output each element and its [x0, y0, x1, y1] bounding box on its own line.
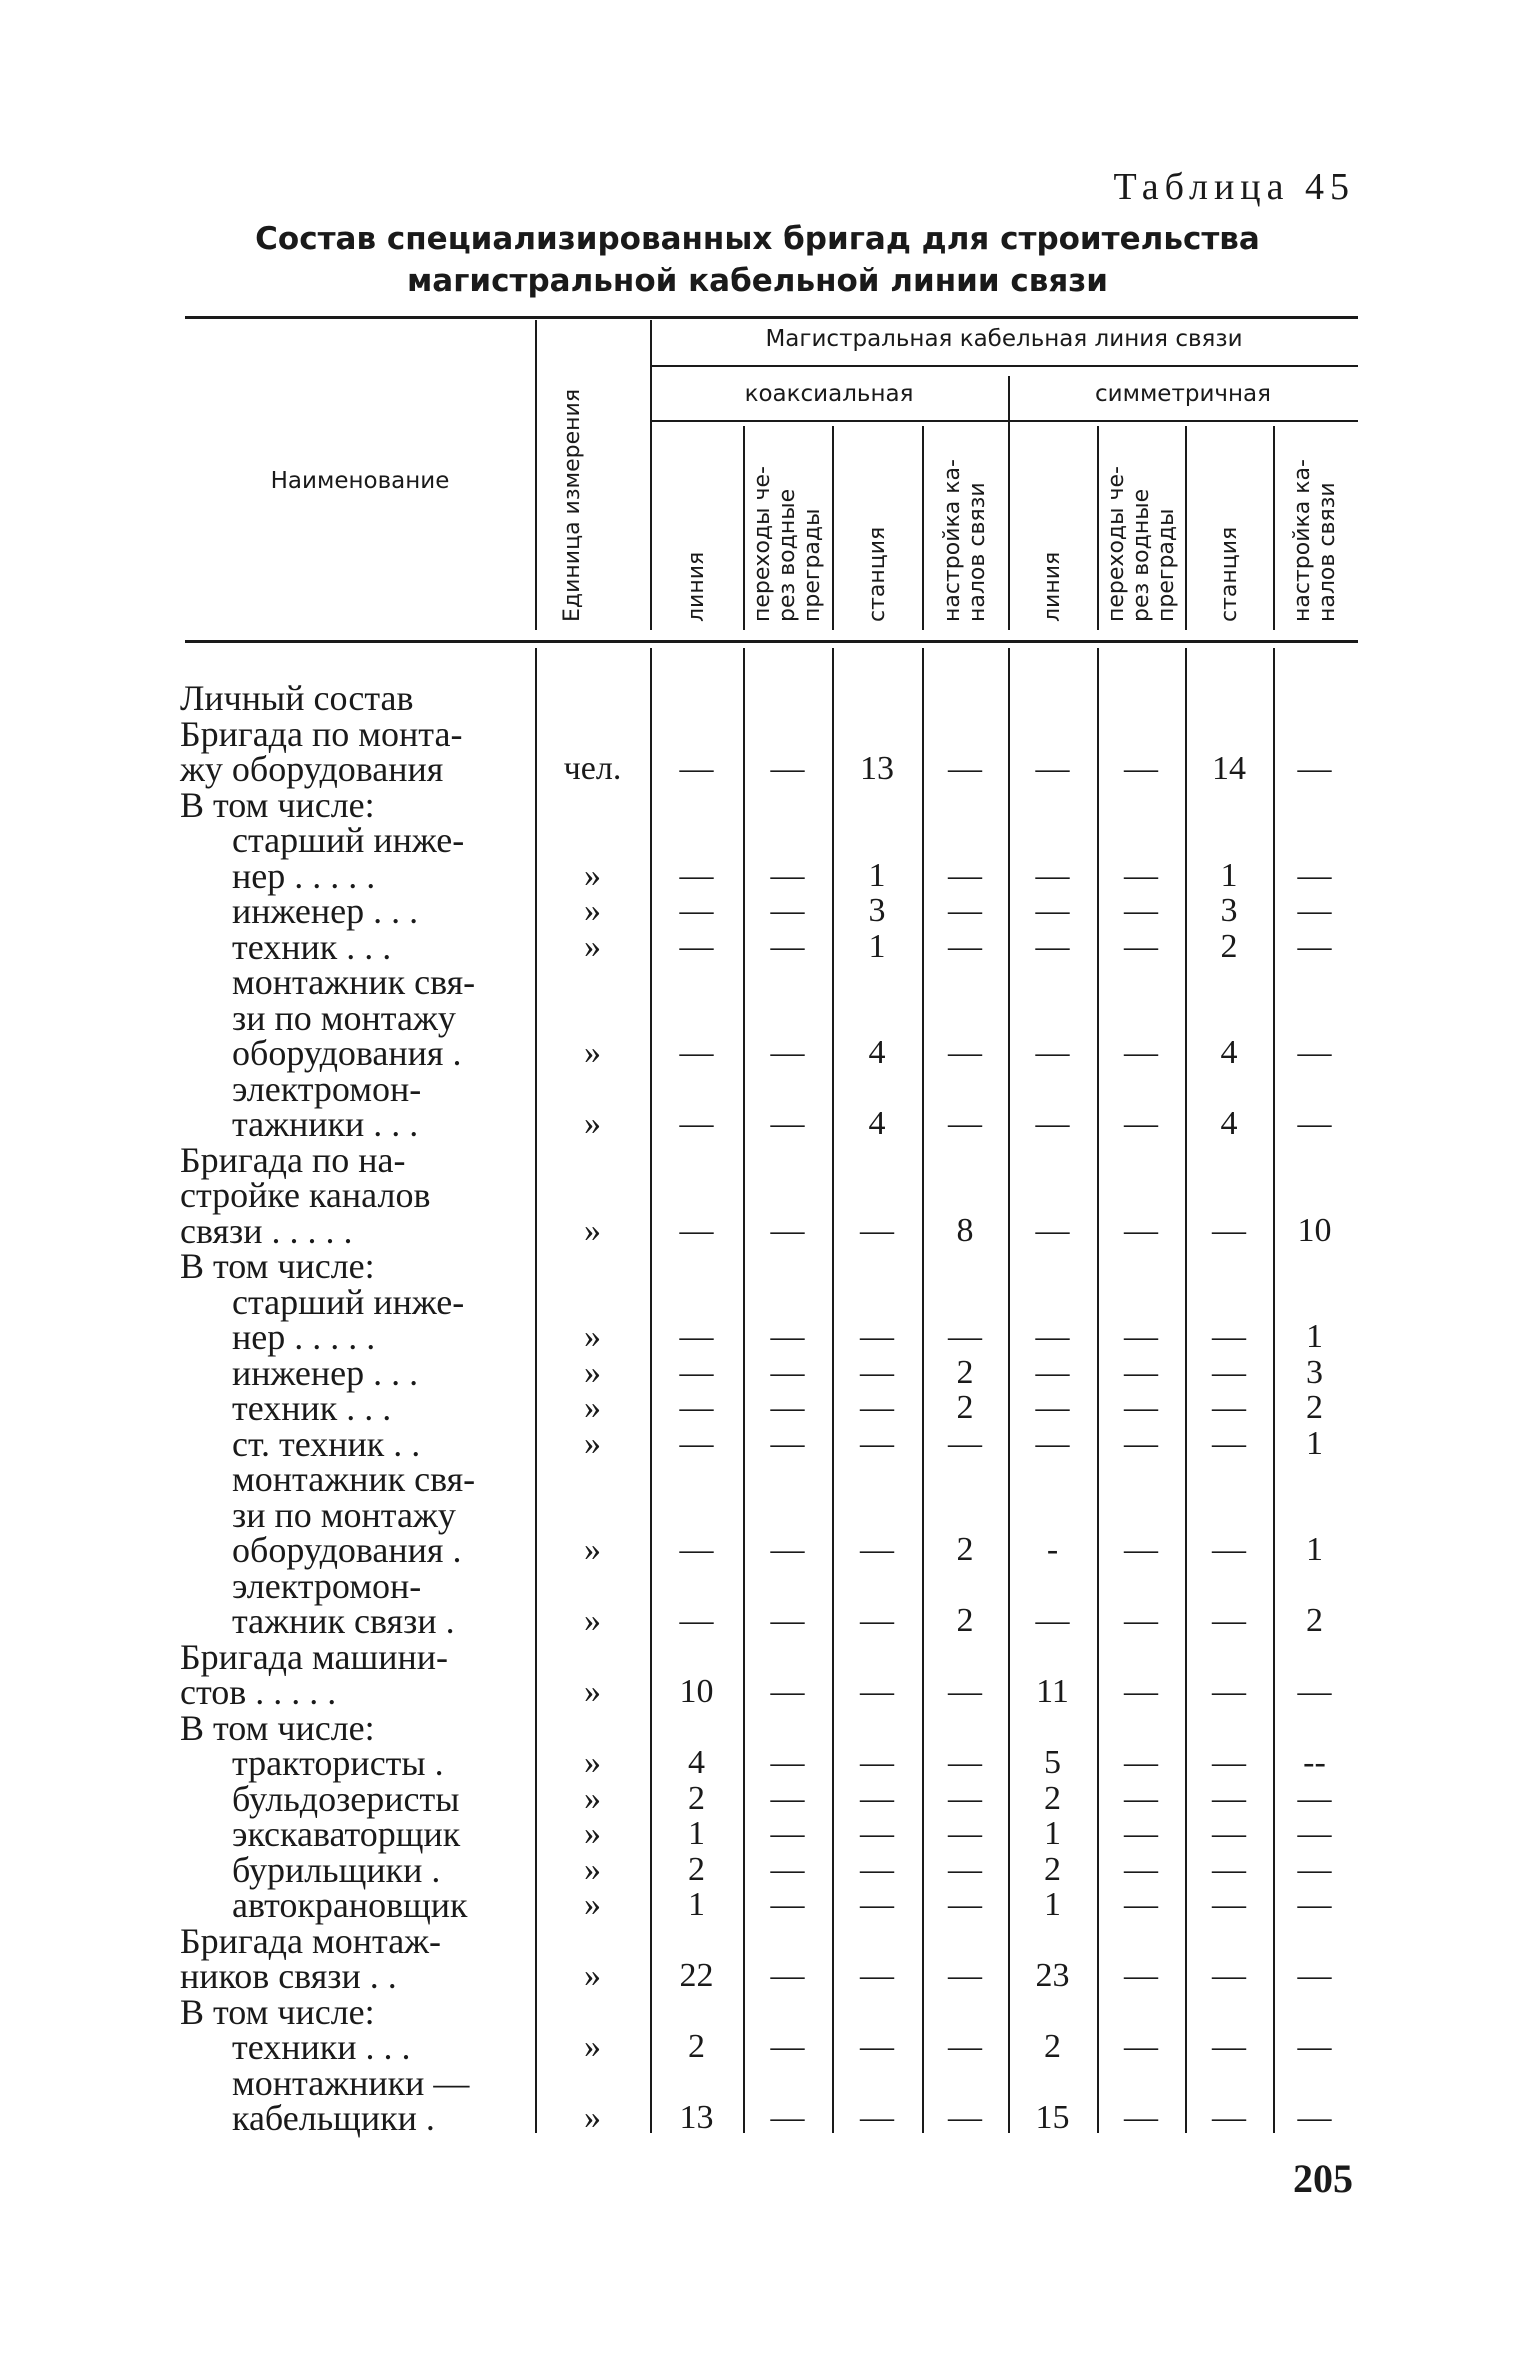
row-25-value-4: 2	[1044, 2028, 1061, 2065]
header-vrule-col-2	[832, 426, 834, 630]
row-22-value-2: —	[860, 1886, 894, 1923]
row-21-unit: »	[584, 1850, 601, 1888]
row-13-value-3: —	[948, 1424, 982, 1462]
row-14-value-7: 1	[1306, 1531, 1323, 1568]
row-5-value-2: 1	[868, 927, 886, 965]
header-name: Наименование	[270, 468, 450, 494]
row-26-value-1: —	[770, 2099, 805, 2136]
row-19-value-0: 2	[688, 1779, 705, 1817]
header-col-3	[940, 459, 990, 622]
row-5-unit: »	[584, 927, 601, 965]
row-15-label-line-0: электромон-	[232, 1565, 422, 1606]
row-25-value-3: —	[948, 2028, 982, 2065]
row-22-label-line-0: автокрановщик	[232, 1885, 468, 1925]
header-group: Магистральная кабельная линия связи	[765, 326, 1243, 352]
row-18-value-6: —	[1212, 1744, 1246, 1781]
row-19-value-1: —	[770, 1779, 805, 1817]
subgroup-rule	[650, 420, 1358, 422]
row-4-label-line-0: инженер . . .	[232, 891, 419, 931]
row-12-value-0: —	[679, 1389, 714, 1426]
title-line-1: Состав специализированных бригад для строительства	[255, 221, 1260, 257]
header-vrule-group	[650, 320, 652, 630]
header-col-5	[1104, 466, 1179, 622]
header-col-1-line-0: переходы че-	[750, 466, 775, 622]
row-8-label-line-1: стройке каналов	[180, 1175, 431, 1215]
row-20-value-6: —	[1212, 1815, 1246, 1852]
row-11-label-line-0: инженер . . .	[232, 1352, 419, 1393]
row-23-value-4: 23	[1035, 1957, 1070, 1994]
row-7-value-5: —	[1124, 1105, 1158, 1142]
row-1-value-4: —	[1035, 750, 1070, 787]
row-14-label-line-1: зи по монтажу	[232, 1494, 456, 1535]
header-vrule-col-5	[1097, 426, 1099, 630]
row-23-value-6: —	[1212, 1957, 1246, 1994]
row-22-value-4: 1	[1044, 1886, 1061, 1923]
row-22-value-6: —	[1212, 1886, 1246, 1923]
row-4-value-1: —	[770, 892, 805, 929]
row-11-value-3: 2	[956, 1353, 974, 1391]
row-12-label-line-0: техник . . .	[232, 1388, 392, 1428]
row-12-value-3: 2	[956, 1389, 974, 1426]
row-21-value-4: 2	[1044, 1850, 1061, 1888]
row-18-value-3: —	[948, 1744, 982, 1781]
row-5-value-1: —	[770, 927, 805, 965]
row-20-value-0: 1	[688, 1815, 705, 1852]
row-19-value-7: —	[1297, 1779, 1332, 1817]
row-1-value-3: —	[948, 750, 982, 787]
row-25-value-1: —	[770, 2028, 805, 2065]
row-6-value-6: 4	[1220, 1034, 1238, 1071]
row-21-value-5: —	[1124, 1850, 1158, 1888]
row-5-value-0: —	[679, 927, 714, 965]
row-20-value-4: 1	[1044, 1815, 1061, 1852]
row-6-value-2: 4	[868, 1034, 886, 1071]
row-26-value-3: —	[948, 2099, 982, 2136]
row-3-value-6: 1	[1220, 856, 1238, 894]
row-11-value-6: —	[1212, 1353, 1246, 1391]
row-18-value-0: 4	[688, 1744, 705, 1781]
row-7-value-3: —	[948, 1105, 982, 1142]
row-26-value-0: 13	[679, 2099, 714, 2136]
row-3-unit: »	[584, 856, 601, 894]
row-6-label-line-1: зи по монтажу	[232, 997, 456, 1038]
row-8-unit: »	[584, 1211, 601, 1249]
header-col-6	[1217, 527, 1242, 622]
row-14-value-2: —	[860, 1531, 894, 1568]
row-5-value-6: 2	[1220, 927, 1238, 965]
row-16-unit: »	[584, 1673, 601, 1710]
row-3-value-7: —	[1297, 856, 1332, 894]
row-12-value-2: —	[860, 1389, 894, 1426]
row-15-value-3: 2	[956, 1602, 974, 1639]
row-25-value-5: —	[1124, 2028, 1158, 2065]
row-14-unit: »	[584, 1531, 601, 1568]
header-col-5-line-1: рез водные	[1128, 488, 1154, 622]
row-3-label-line-1: нер . . . . .	[232, 855, 376, 896]
row-4-value-3: —	[948, 892, 982, 929]
row-23-unit: »	[584, 1957, 601, 1994]
header-vrule-col-1	[743, 426, 745, 630]
row-9-label-line-0: В том числе:	[180, 1246, 375, 1286]
row-18-value-2: —	[860, 1744, 894, 1781]
row-4-value-5: —	[1124, 892, 1158, 929]
row-1-value-1: —	[770, 750, 805, 787]
row-16-label-line-1: стов . . . . .	[180, 1672, 337, 1712]
row-14-value-3: 2	[956, 1531, 974, 1568]
page-number: 205	[1293, 2156, 1353, 2201]
row-10-unit: »	[584, 1318, 601, 1355]
row-15-value-6: —	[1212, 1602, 1246, 1639]
header-vrule-unit	[535, 320, 537, 630]
row-11-value-1: —	[770, 1353, 805, 1391]
row-20-value-3: —	[948, 1815, 982, 1852]
header-symmetric: симметричная	[1095, 381, 1271, 407]
row-11-unit: »	[584, 1353, 601, 1391]
header-unit: Единица измерения	[560, 388, 585, 622]
row-7-value-1: —	[770, 1105, 805, 1142]
row-14-value-4: -	[1046, 1531, 1059, 1568]
row-20-value-7: —	[1297, 1815, 1332, 1852]
row-10-value-3: —	[948, 1318, 982, 1355]
row-12-value-1: —	[770, 1389, 805, 1426]
row-20-unit: »	[584, 1815, 601, 1852]
row-8-value-7: 10	[1297, 1211, 1332, 1249]
row-12-unit: »	[584, 1389, 601, 1426]
row-16-value-4: 11	[1036, 1673, 1069, 1710]
header-col-4	[1040, 552, 1065, 622]
row-26-value-5: —	[1124, 2099, 1158, 2136]
row-6-value-3: —	[948, 1034, 982, 1071]
header-col-0	[684, 552, 709, 622]
row-18-value-7: --	[1303, 1744, 1326, 1781]
row-5-value-7: —	[1297, 927, 1332, 965]
header-col-2	[865, 527, 890, 622]
row-21-value-3: —	[948, 1850, 982, 1888]
row-21-label-line-0: бурильщики .	[232, 1849, 441, 1890]
row-10-value-4: —	[1035, 1318, 1070, 1355]
header-vrule-col-7	[1273, 426, 1275, 630]
row-23-value-3: —	[948, 1957, 982, 1994]
row-1-label-line-0: Бригада по монта-	[180, 713, 463, 754]
row-3-value-4: —	[1035, 856, 1070, 894]
row-13-unit: »	[584, 1424, 601, 1462]
row-26-value-6: —	[1212, 2099, 1246, 2136]
row-11-value-4: —	[1035, 1353, 1070, 1391]
row-3-value-1: —	[770, 856, 805, 894]
row-15-value-1: —	[770, 1602, 805, 1639]
row-14-label-line-0: монтажник свя-	[232, 1459, 476, 1499]
row-16-label-line-0: Бригада машини-	[180, 1636, 448, 1677]
row-16-value-1: —	[770, 1673, 805, 1710]
header-col-4-line-0: линия	[1040, 551, 1065, 622]
row-15-value-5: —	[1124, 1602, 1158, 1639]
row-4-value-6: 3	[1220, 892, 1238, 929]
row-21-value-6: —	[1212, 1850, 1246, 1888]
row-15-value-7: 2	[1306, 1602, 1323, 1639]
row-7-value-0: —	[679, 1105, 714, 1142]
row-8-label-line-2: связи . . . . .	[180, 1210, 353, 1251]
row-11-value-2: —	[860, 1353, 894, 1391]
row-12-value-5: —	[1124, 1389, 1158, 1426]
row-10-value-1: —	[770, 1318, 805, 1355]
header-col-6-line-0: станция	[1216, 526, 1242, 622]
row-6-value-5: —	[1124, 1034, 1158, 1071]
row-7-value-2: 4	[868, 1105, 886, 1142]
row-20-value-5: —	[1124, 1815, 1158, 1852]
row-19-value-2: —	[860, 1779, 894, 1817]
group-rule	[650, 365, 1358, 367]
row-14-value-6: —	[1212, 1531, 1246, 1568]
row-3-value-5: —	[1124, 856, 1158, 894]
row-23-value-1: —	[770, 1957, 805, 1994]
row-12-value-7: 2	[1306, 1389, 1323, 1426]
row-16-value-3: —	[948, 1673, 982, 1710]
row-16-value-2: —	[860, 1673, 894, 1710]
row-19-label-line-0: бульдозеристы	[232, 1778, 460, 1819]
row-7-value-4: —	[1035, 1105, 1070, 1142]
row-14-label-line-2: оборудования .	[232, 1530, 462, 1570]
row-1-value-0: —	[679, 750, 714, 787]
row-19-value-5: —	[1124, 1779, 1158, 1817]
row-8-value-0: —	[679, 1211, 714, 1249]
row-3-value-0: —	[679, 856, 714, 894]
row-26-label-line-0: монтажники —	[232, 2062, 470, 2103]
row-24-label-line-0: В том числе:	[180, 1991, 375, 2032]
row-1-value-6: 14	[1212, 750, 1246, 787]
row-7-value-7: —	[1297, 1105, 1332, 1142]
row-11-value-7: 3	[1306, 1353, 1323, 1391]
row-21-value-1: —	[770, 1850, 805, 1888]
row-1-label-line-1: жу оборудования	[180, 749, 444, 789]
row-6-value-0: —	[679, 1034, 714, 1071]
row-8-value-4: —	[1035, 1211, 1070, 1249]
row-5-value-4: —	[1035, 927, 1070, 965]
row-25-unit: »	[584, 2028, 601, 2065]
row-6-label-line-0: монтажник свя-	[232, 962, 476, 1002]
row-25-value-2: —	[860, 2028, 894, 2065]
row-17-label-line-0: В том числе:	[180, 1707, 375, 1748]
row-22-value-1: —	[770, 1886, 805, 1923]
row-8-value-3: 8	[956, 1211, 974, 1249]
row-25-value-6: —	[1212, 2028, 1246, 2065]
row-23-value-7: —	[1297, 1957, 1332, 1994]
table-top-rule	[185, 316, 1358, 319]
table-caption: Таблица 45	[1113, 166, 1355, 208]
row-3-value-3: —	[948, 856, 982, 894]
row-10-label-line-0: старший инже-	[232, 1281, 465, 1322]
row-6-value-4: —	[1035, 1034, 1070, 1071]
row-19-value-6: —	[1212, 1779, 1246, 1817]
header-col-7-line-0: настройка ка-	[1289, 459, 1315, 622]
row-25-value-7: —	[1297, 2028, 1332, 2065]
header-col-0-line-0: линия	[684, 551, 709, 622]
header-col-7-line-1: налов связи	[1314, 482, 1340, 622]
header-col-5-line-0: переходы че-	[1103, 466, 1129, 622]
row-5-value-3: —	[948, 927, 982, 965]
row-18-label-line-0: трактористы .	[232, 1743, 444, 1783]
row-13-label-line-0: ст. техник . .	[232, 1423, 421, 1464]
header-col-1-line-2: преграды	[800, 508, 825, 622]
row-13-value-7: 1	[1306, 1424, 1323, 1462]
row-1-value-7: —	[1297, 750, 1332, 787]
row-25-label-line-0: техники . . .	[232, 2027, 411, 2067]
row-15-value-0: —	[679, 1602, 714, 1639]
row-18-unit: »	[584, 1744, 601, 1781]
header-vrule-col-6	[1185, 426, 1187, 630]
row-11-value-5: —	[1124, 1353, 1158, 1391]
row-20-label-line-0: экскаваторщик	[232, 1814, 461, 1854]
row-13-value-2: —	[860, 1424, 894, 1462]
row-10-value-5: —	[1124, 1318, 1158, 1355]
row-5-label-line-0: техник . . .	[232, 926, 392, 967]
row-3-value-2: 1	[868, 856, 886, 894]
row-21-value-2: —	[860, 1850, 894, 1888]
row-15-label-line-1: тажник связи .	[232, 1601, 455, 1641]
row-4-value-7: —	[1297, 892, 1332, 929]
row-15-unit: »	[584, 1602, 601, 1639]
row-6-unit: »	[584, 1034, 601, 1071]
row-26-value-2: —	[860, 2099, 894, 2136]
row-12-value-6: —	[1212, 1389, 1246, 1426]
header-col-5-line-2: преграды	[1153, 508, 1179, 622]
row-6-value-7: —	[1297, 1034, 1332, 1071]
row-1-unit: чел.	[563, 750, 622, 787]
row-10-value-7: 1	[1306, 1318, 1323, 1355]
header-col-3-line-1: налов связи	[965, 482, 990, 622]
row-14-value-1: —	[770, 1531, 805, 1568]
row-10-value-6: —	[1212, 1318, 1246, 1355]
row-26-label-line-1: кабельщики .	[232, 2098, 435, 2138]
row-6-value-1: —	[770, 1034, 805, 1071]
row-13-value-6: —	[1212, 1424, 1246, 1462]
row-10-value-2: —	[860, 1318, 894, 1355]
row-13-value-4: —	[1035, 1424, 1070, 1462]
header-bottom-rule	[185, 640, 1358, 643]
row-12-value-4: —	[1035, 1389, 1070, 1426]
row-26-unit: »	[584, 2099, 601, 2136]
row-15-value-2: —	[860, 1602, 894, 1639]
row-26-value-7: —	[1297, 2099, 1332, 2136]
row-8-value-1: —	[770, 1211, 805, 1249]
header-col-7	[1290, 459, 1340, 622]
row-25-value-0: 2	[688, 2028, 705, 2065]
row-18-value-4: 5	[1044, 1744, 1061, 1781]
row-11-value-0: —	[679, 1353, 714, 1391]
row-22-value-5: —	[1124, 1886, 1158, 1923]
row-14-value-5: —	[1124, 1531, 1158, 1568]
row-4-value-4: —	[1035, 892, 1070, 929]
header-coaxial: коаксиальная	[744, 381, 914, 407]
personnel-table	[180, 316, 1358, 2138]
row-3-label-line-0: старший инже-	[232, 820, 465, 860]
row-22-value-7: —	[1297, 1886, 1332, 1923]
row-7-label-line-1: тажники . . .	[232, 1104, 419, 1144]
row-23-value-0: 22	[679, 1957, 714, 1994]
row-16-value-5: —	[1124, 1673, 1158, 1710]
header-col-1-line-1: рез водные	[775, 488, 800, 622]
row-26-value-4: 15	[1035, 2099, 1070, 2136]
row-8-value-2: —	[860, 1211, 894, 1249]
row-1-value-2: 13	[860, 750, 894, 787]
row-8-label-line-0: Бригада по на-	[180, 1139, 406, 1180]
row-7-unit: »	[584, 1105, 601, 1142]
header-vrule-col-3	[922, 426, 924, 630]
row-10-label-line-1: нер . . . . .	[232, 1317, 376, 1357]
row-20-value-2: —	[860, 1815, 894, 1852]
row-20-value-1: —	[770, 1815, 805, 1852]
row-4-value-2: 3	[868, 892, 886, 929]
row-7-value-6: 4	[1220, 1105, 1238, 1142]
row-18-value-1: —	[770, 1744, 805, 1781]
row-15-value-4: —	[1035, 1602, 1070, 1639]
row-16-value-0: 10	[679, 1673, 714, 1710]
row-16-value-7: —	[1297, 1673, 1332, 1710]
row-19-value-4: 2	[1044, 1779, 1061, 1817]
row-2-label-line-0: В том числе:	[180, 784, 375, 825]
row-19-value-3: —	[948, 1779, 982, 1817]
header-col-1	[750, 466, 825, 622]
row-13-value-0: —	[679, 1424, 714, 1462]
row-23-value-5: —	[1124, 1957, 1158, 1994]
header-col-2-line-0: станция	[864, 526, 890, 622]
row-21-value-7: —	[1297, 1850, 1332, 1888]
row-10-value-0: —	[679, 1318, 714, 1355]
row-8-value-5: —	[1124, 1211, 1158, 1249]
row-4-unit: »	[584, 892, 601, 929]
row-13-value-1: —	[770, 1424, 805, 1462]
title-line-2: магистральной кабельной линии связи	[406, 263, 1109, 299]
row-13-value-5: —	[1124, 1424, 1158, 1462]
header-vrule-coax-sym	[1008, 376, 1010, 630]
row-23-value-2: —	[860, 1957, 894, 1994]
row-22-value-3: —	[948, 1886, 982, 1923]
row-22-value-0: 1	[688, 1886, 705, 1923]
row-23-label-line-0: Бригада монтаж-	[180, 1920, 442, 1961]
row-4-value-0: —	[679, 892, 714, 929]
row-0-label-line-0: Личный состав	[180, 678, 414, 718]
row-6-label-line-2: оборудования .	[232, 1033, 462, 1073]
header-col-3-line-0: настройка ка-	[940, 459, 965, 622]
row-22-unit: »	[584, 1886, 601, 1923]
row-8-value-6: —	[1212, 1211, 1246, 1249]
table-title	[0, 218, 1535, 302]
row-7-label-line-0: электромон-	[232, 1068, 422, 1109]
row-1-value-5: —	[1124, 750, 1158, 787]
row-21-value-0: 2	[688, 1850, 705, 1888]
row-16-value-6: —	[1212, 1673, 1246, 1710]
row-18-value-5: —	[1124, 1744, 1158, 1781]
row-23-label-line-1: ников связи . .	[180, 1956, 397, 1996]
row-14-value-0: —	[679, 1531, 714, 1568]
row-19-unit: »	[584, 1779, 601, 1817]
row-5-value-5: —	[1124, 927, 1158, 965]
